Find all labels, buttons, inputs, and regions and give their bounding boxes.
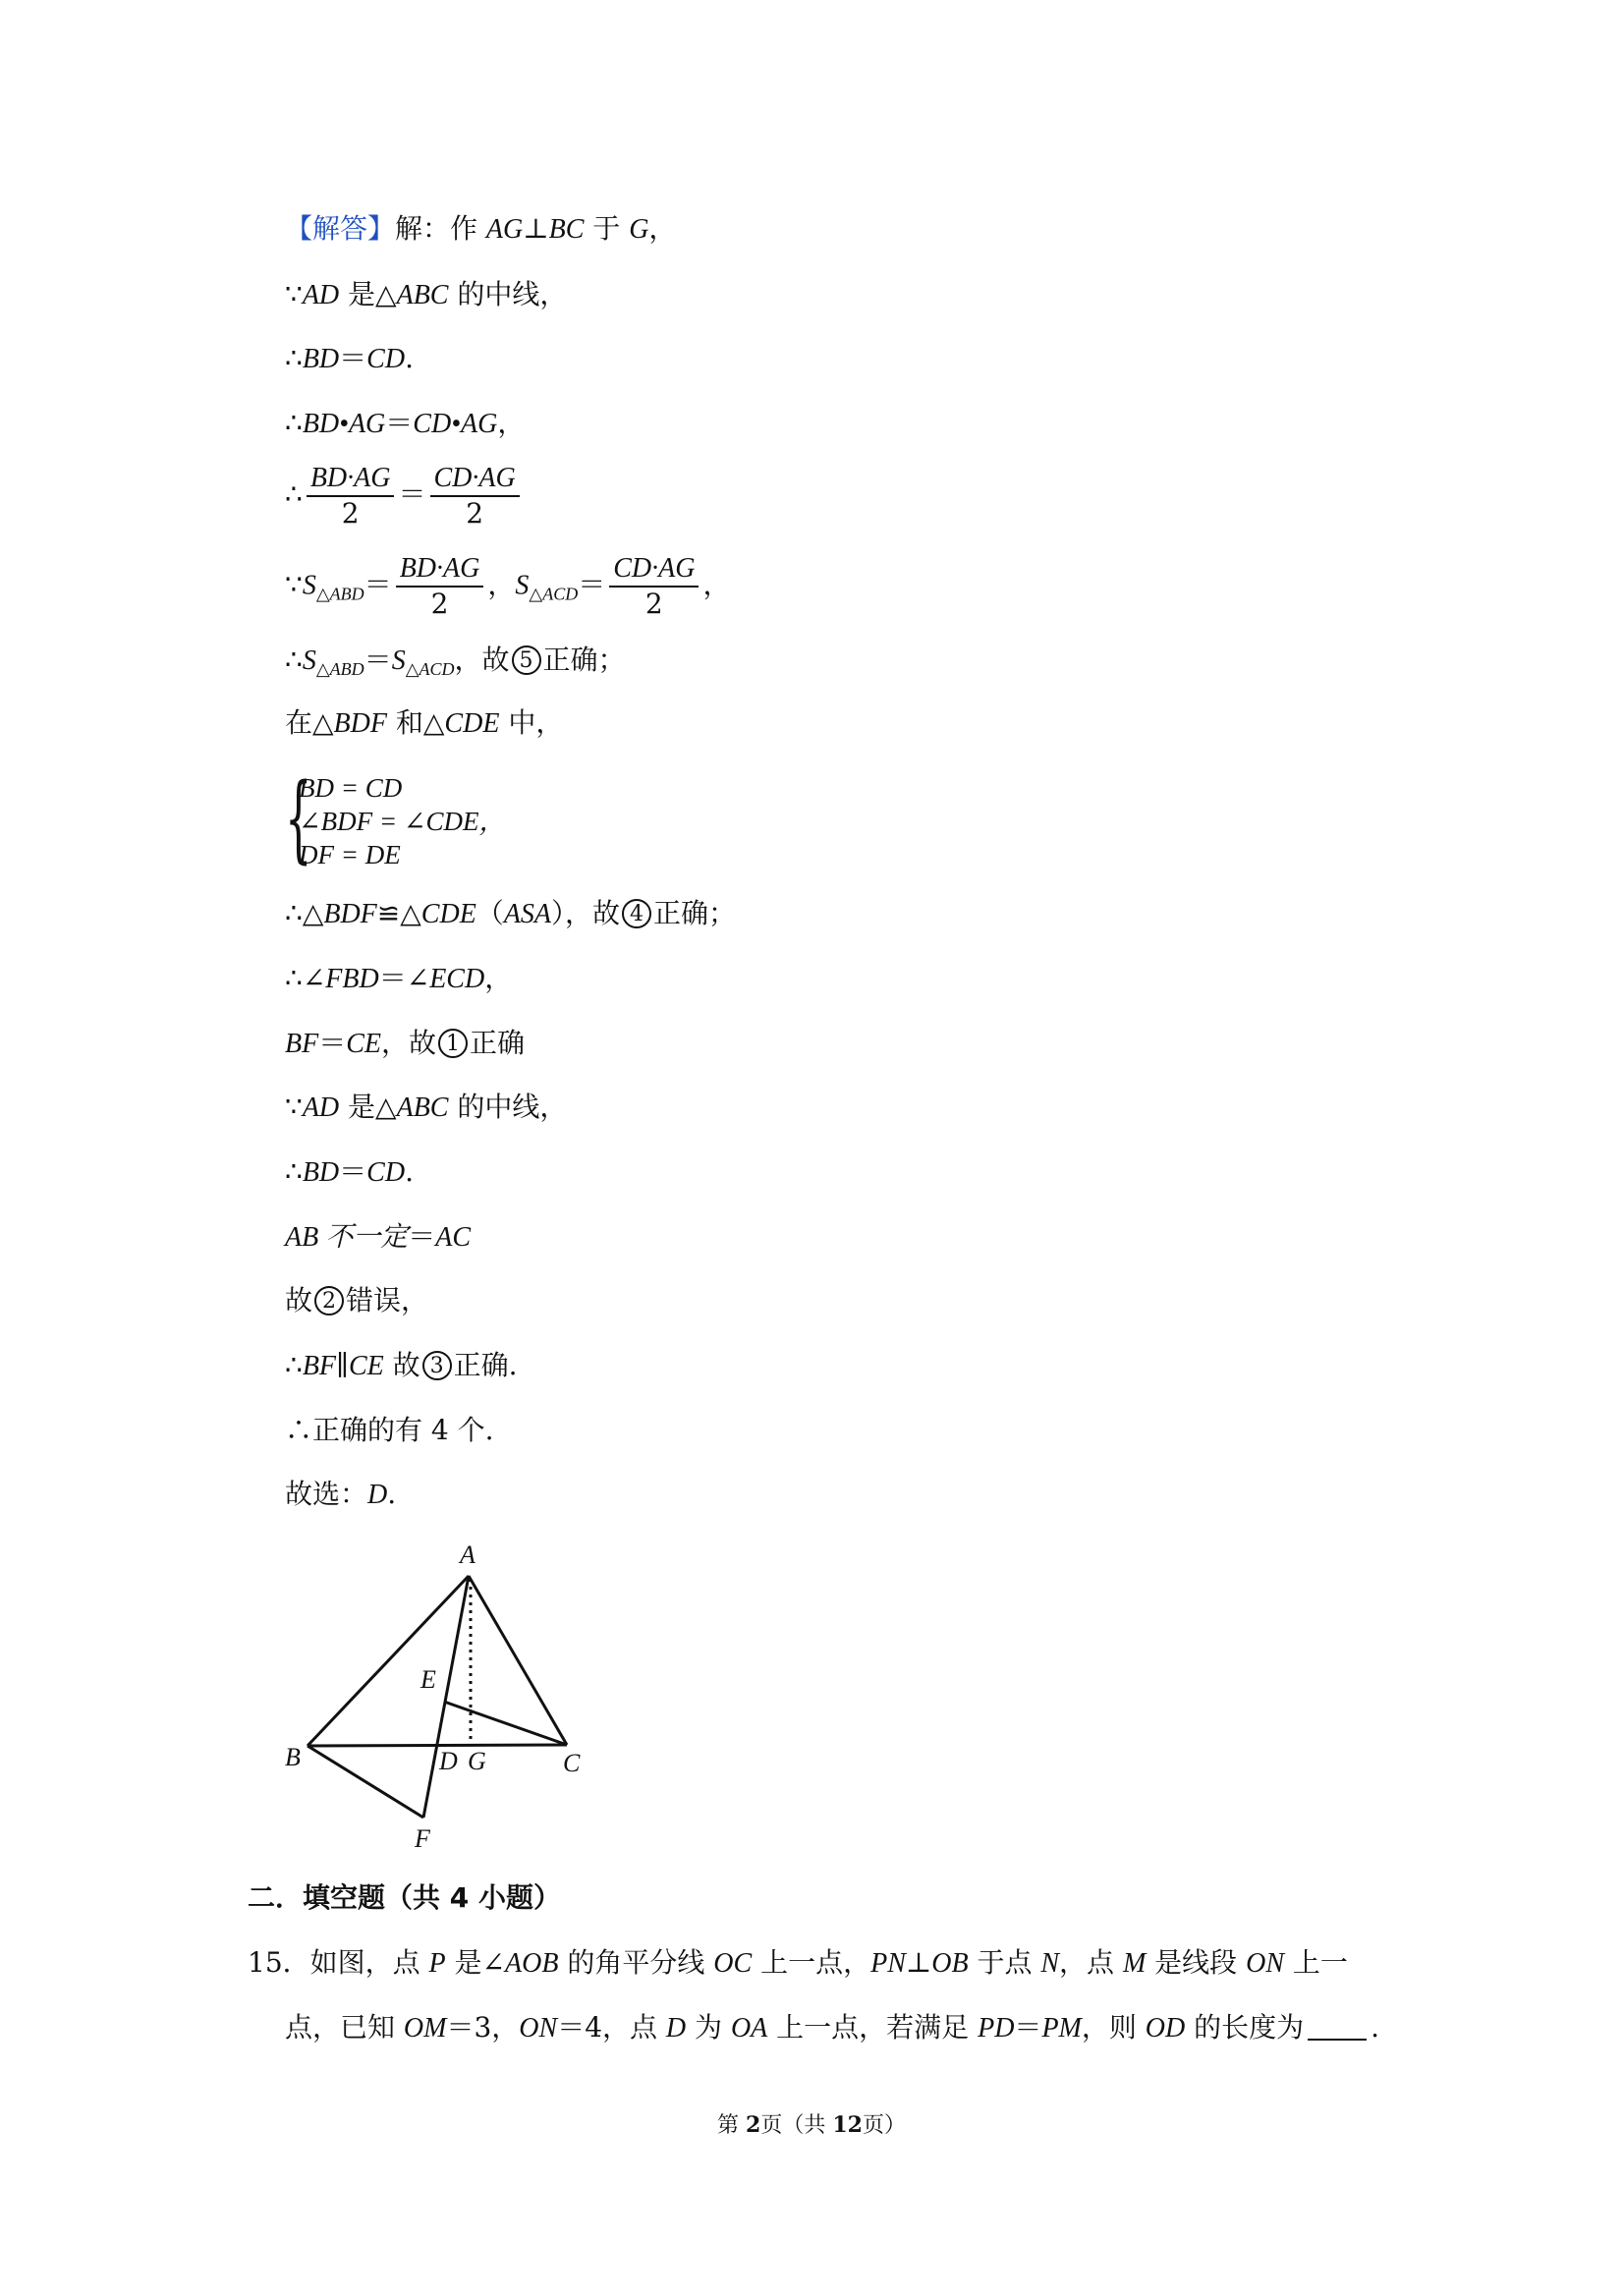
text: OM [403,2013,447,2044]
equation-row: DF = DE [299,840,401,869]
text: 中， [499,706,564,739]
solution-line-14 [285,1217,471,1258]
text: 和△ [386,706,445,739]
solution-line-1 [285,209,676,250]
solution-line-16 [285,1346,518,1386]
fraction [609,552,699,621]
text: ＝ [1014,2011,1042,2044]
text: ∴正确的有 4 个. [285,1414,494,1446]
text: 解：作 [395,212,486,245]
text: 错误， [346,1284,429,1316]
numerator: CD·AG [609,552,699,588]
text: AB 不一定 [285,1222,409,1253]
text: . [387,1478,397,1510]
segment-ac [469,1576,567,1745]
text: 第 [717,2113,747,2138]
text: 故选： [285,1478,368,1510]
circled-number: 5 [512,645,541,675]
text: ， [484,962,513,994]
circled-number: 1 [438,1029,468,1058]
text: ∴ [285,477,303,511]
text: S [302,645,316,676]
text: 是∠ [445,1946,506,1979]
text: ∵ [285,568,303,601]
text: 的角平分线 [558,1946,714,1979]
text: ∴ [285,342,303,374]
brace: { [285,763,312,873]
answer-blank[interactable] [1308,2011,1367,2041]
text: ⊥ [523,212,549,245]
text: S [302,570,316,601]
text: CE [346,1029,382,1059]
text: 于点 [968,1946,1041,1979]
text: . [405,1155,414,1188]
text: OD [1145,2013,1186,2044]
label-e: E [420,1665,436,1694]
text: 故 [383,1349,420,1381]
text: ＝ [339,1155,367,1188]
question-15-line-1 [248,1943,1348,1984]
solution-line-15 [285,1281,428,1320]
text: ASA [503,899,552,929]
text: 的中线， [448,1091,568,1123]
text: CD [366,344,406,374]
text: ON [1246,1948,1284,1979]
text: D [367,1480,388,1510]
text: BD [302,1157,340,1188]
text: ， [648,212,677,245]
text: ， [487,568,516,601]
text: BC [548,214,585,245]
text: ，故 [381,1027,437,1059]
text: S [391,645,406,676]
text: CD [366,1157,406,1188]
solution-line-17 [285,1411,494,1450]
text: PN [870,1948,906,1979]
numerator: BD·AG [396,552,484,588]
label-a: A [460,1540,476,1569]
text: 如图，点 [309,1946,429,1979]
text: ＝∠ [378,962,430,994]
equation-row: BD = CD [299,773,403,803]
text: D [665,2013,687,2044]
text: ∴ [285,1349,303,1381]
text: ∴ [285,1155,303,1188]
solution-line-3 [285,339,414,379]
text: PM [1041,2013,1082,2044]
fraction [430,462,520,531]
label-d: D [439,1747,458,1775]
text: N [1040,1948,1060,1979]
text: ＝ [398,477,426,511]
solution-line-10 [285,959,512,999]
text: S [515,570,530,601]
text: P [428,1948,446,1979]
text: 是线段 [1146,1946,1247,1979]
text: ABC [396,280,449,310]
text: 上一 [1284,1946,1348,1979]
page-footer [0,2110,1623,2141]
text: ， [702,568,731,601]
text: ），故 [551,897,621,929]
text: ＝4，点 [557,2011,666,2044]
text: 正确； [653,897,737,929]
circled-number: 4 [622,899,651,928]
text: ＝ [408,1220,436,1253]
text: ∵ [285,1091,303,1123]
text: BDF [323,899,377,929]
solution-line-12 [285,1088,567,1128]
label-f: F [415,1824,430,1853]
circled-number: 2 [314,1286,344,1316]
text: G [629,214,649,245]
text: ECD [429,964,485,994]
solution-line-6 [285,552,730,621]
text: 正确. [453,1349,518,1381]
text: BDF [333,708,387,739]
text: 于 [584,212,630,245]
label-b: B [285,1743,301,1771]
text: CDE [444,708,500,739]
text: PD [978,2013,1015,2044]
segment-af [423,1576,469,1818]
text: 故 [285,1284,313,1316]
page-number: 2 [746,2112,761,2138]
text: FBD [325,964,379,994]
solution-line-18 [285,1475,396,1515]
text: 是△ [339,278,397,310]
solution-line-13 [285,1152,414,1193]
segment-ec [444,1702,567,1745]
subscript: △ABD [315,584,364,604]
text: ＝ [364,568,392,601]
solution-line-2 [285,275,567,315]
text: 正确； [542,644,626,676]
text: ＝3， [446,2011,520,2044]
solution-line-8 [285,703,563,744]
solution-line-5 [285,462,524,531]
text: AC [435,1222,472,1253]
denominator: 2 [430,588,449,620]
text: ∥ [336,1349,349,1381]
text: CD•AG [413,409,498,439]
text: ⊥ [905,1946,932,1979]
text: 点，已知 [285,2011,404,2044]
text: . [405,342,414,374]
question-15-line-2 [285,2008,1379,2048]
label-c: C [563,1749,581,1777]
denominator: 2 [644,588,663,620]
text: AG [485,214,524,245]
text: ＝ [364,644,392,676]
text: ∵ [285,278,303,310]
numerator: BD·AG [307,462,395,497]
text: ，故 [454,644,510,676]
text: CDE [420,899,476,929]
text: AD [302,280,340,310]
denominator: 2 [466,497,484,530]
total-pages: 12 [832,2112,863,2138]
solution-line-7 [285,641,626,689]
solution-line-9 [285,894,736,934]
text: OB [931,1948,969,1979]
text: . [1371,2011,1380,2044]
text: CE [348,1351,384,1381]
numerator: CD·AG [430,462,520,497]
text: BD [302,344,340,374]
text: ，则 [1081,2011,1146,2044]
text: BF [285,1029,319,1059]
text: ≌△ [376,897,421,929]
subscript: △ACD [529,584,579,604]
text: BF [302,1351,337,1381]
text: OC [713,1948,753,1979]
text: ∴△ [285,897,324,929]
circled-number: 3 [422,1351,452,1380]
text: ∴ [285,644,303,676]
text: 页） [862,2113,906,2138]
segment-ab [308,1576,469,1746]
text: BD•AG [302,409,386,439]
text: ＝ [318,1027,347,1059]
text: 上一点，若满足 [767,2011,979,2044]
segment-bf [308,1746,423,1818]
section-title: 二．填空题（共 4 小题） [248,1881,561,1914]
solution-line-11 [285,1024,525,1064]
text: 正确 [470,1027,526,1059]
equation-row: ∠BDF = ∠CDE， [299,807,506,836]
text: 的中线， [448,278,568,310]
text: ∴ [285,407,303,439]
solution-line-4 [285,404,525,444]
text: 的长度为 [1185,2011,1305,2044]
text: ＝ [578,568,606,601]
text: ABC [396,1092,449,1123]
text: ＝ [385,407,414,439]
fraction [396,552,484,621]
answer-tag: 【解答】 [285,212,396,245]
fraction [307,462,395,531]
text: OA [730,2013,768,2044]
text: 是△ [339,1091,397,1123]
text: ， [497,407,526,439]
text: ∴∠ [285,962,326,994]
text: AD [302,1092,340,1123]
text: M [1122,1948,1147,1979]
subscript: △ABD [315,659,364,679]
triangle-figure [275,1528,609,1862]
text: ，点 [1059,1946,1123,1979]
text: 页（共 [760,2113,833,2138]
text: ＝ [339,342,367,374]
denominator: 2 [341,497,360,530]
text: ON [519,2013,558,2044]
text: 为 [686,2011,731,2044]
subscript: △ACD [405,659,455,679]
text: （ [476,897,504,929]
text: AOB [505,1948,559,1979]
text: 上一点， [752,1946,871,1979]
text: 在△ [285,706,334,739]
label-g: G [468,1747,486,1775]
question-number: 15． [248,1946,310,1979]
